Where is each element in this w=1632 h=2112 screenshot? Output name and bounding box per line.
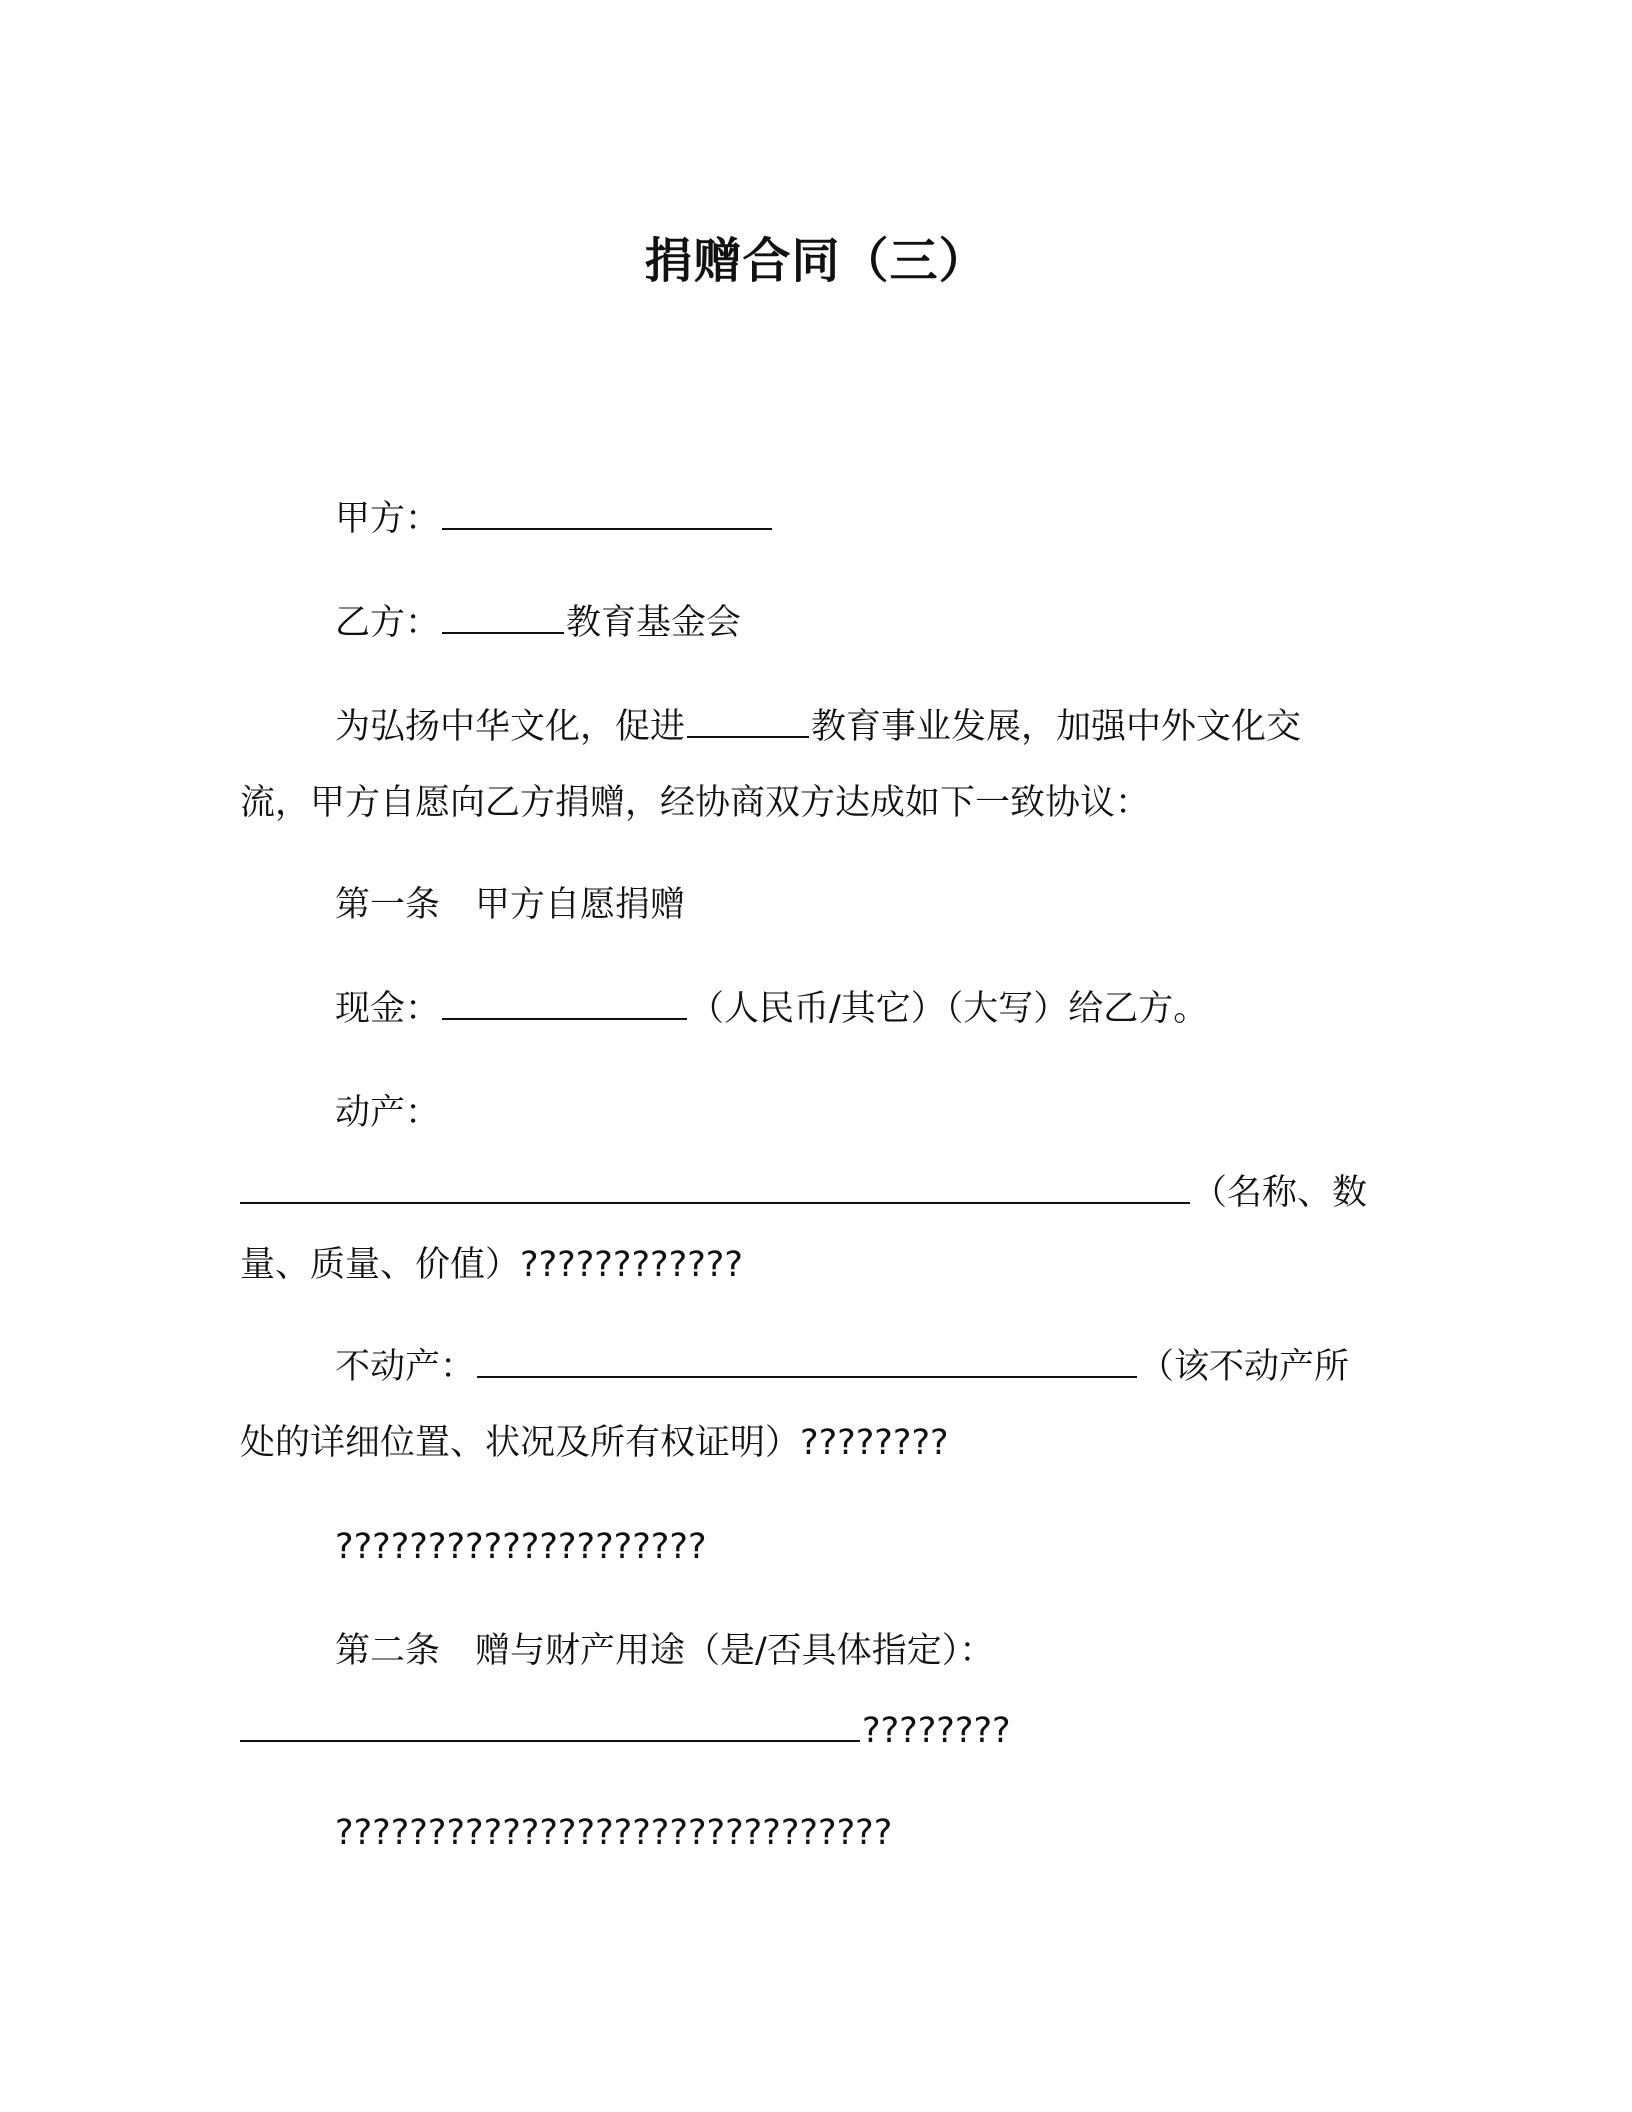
qmarks-line-1: ???????????????????? xyxy=(335,1527,707,1567)
movable-suffix: （名称、数 xyxy=(1192,1173,1368,1213)
intro-part-1: 为弘扬中华文化，促进 xyxy=(335,707,686,747)
movable-line xyxy=(240,1168,1367,1218)
document-title: 捐赠合同（三） xyxy=(644,233,988,289)
immovable-label: 不动产： xyxy=(335,1347,476,1387)
party-b-suffix: 教育基金会 xyxy=(566,603,742,643)
intro-part-2: 教育事业发展，加强中外文化交 xyxy=(811,707,1302,747)
party-a-line xyxy=(335,494,774,544)
article2-blank[interactable] xyxy=(240,1706,860,1742)
party-a-blank[interactable] xyxy=(442,494,772,530)
immovable-suffix: （该不动产所 xyxy=(1139,1347,1350,1387)
cash-label: 现金： xyxy=(335,989,441,1029)
immovable-blank[interactable] xyxy=(477,1342,1137,1378)
party-b-line xyxy=(335,598,741,648)
immovable-line-2: 处的详细位置、状况及所有权证明）???????? xyxy=(240,1423,949,1463)
cash-blank[interactable] xyxy=(442,984,687,1020)
movable-blank[interactable] xyxy=(240,1168,1190,1204)
qmarks-line-2: ?????????????????????????????? xyxy=(335,1813,893,1853)
article2-blank-suffix: ???????? xyxy=(862,1711,1011,1751)
immovable-line xyxy=(335,1342,1349,1392)
intro-line-1 xyxy=(335,702,1301,752)
movable-line-2: 量、质量、价值）???????????? xyxy=(240,1245,743,1285)
article2-blank-line xyxy=(240,1706,1011,1756)
cash-suffix: （人民币/其它）（大写）给乙方。 xyxy=(689,989,1209,1029)
party-b-blank[interactable] xyxy=(442,598,564,634)
article2-heading: 第二条 赠与财产用途（是/否具体指定）： xyxy=(335,1631,995,1671)
party-b-label: 乙方： xyxy=(335,603,441,643)
movable-label: 动产： xyxy=(335,1093,441,1133)
intro-blank[interactable] xyxy=(687,702,809,738)
intro-line-2: 流，甲方自愿向乙方捐赠，经协商双方达成如下一致协议： xyxy=(240,783,1151,823)
article1-heading: 第一条 甲方自愿捐赠 xyxy=(335,885,686,925)
party-a-label: 甲方： xyxy=(335,499,441,539)
cash-line xyxy=(335,984,1208,1034)
